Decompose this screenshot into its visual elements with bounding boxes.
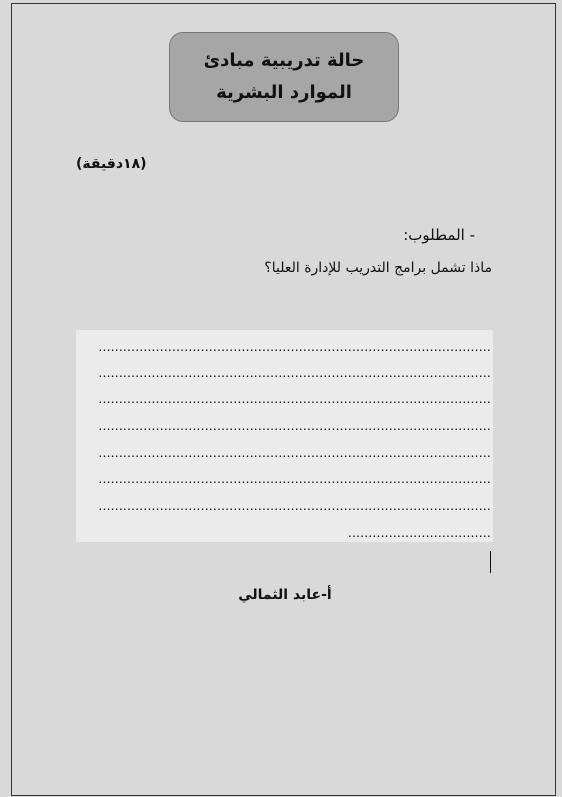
answer-line[interactable]: ................................................................................................ <box>98 364 491 380</box>
title-line-1: حالة تدريبية مبادئ <box>203 50 365 71</box>
answer-line[interactable]: ................................................................................................ <box>98 470 491 486</box>
required-label: - المطلوب: <box>403 226 475 244</box>
question-text: ماذا تشمل برامج التدريب للإدارة العليا؟ <box>264 260 492 276</box>
answer-line[interactable]: ................................... <box>347 524 491 540</box>
duration-label: (١٨دقيقة) <box>76 156 147 172</box>
answer-line[interactable]: ................................................................................................ <box>98 497 491 513</box>
answer-area[interactable] <box>76 330 493 542</box>
author-name: أ-عابد الثمالي <box>238 587 332 603</box>
text-cursor <box>490 551 491 573</box>
answer-line[interactable]: ................................................................................................ <box>98 417 491 433</box>
answer-line[interactable]: ................................................................................................ <box>98 444 491 460</box>
answer-line[interactable]: ................................................................................................ <box>98 338 491 354</box>
title-box <box>169 32 399 122</box>
title-line-2: الموارد البشرية <box>216 82 352 103</box>
answer-line[interactable]: ................................................................................................ <box>98 390 491 406</box>
